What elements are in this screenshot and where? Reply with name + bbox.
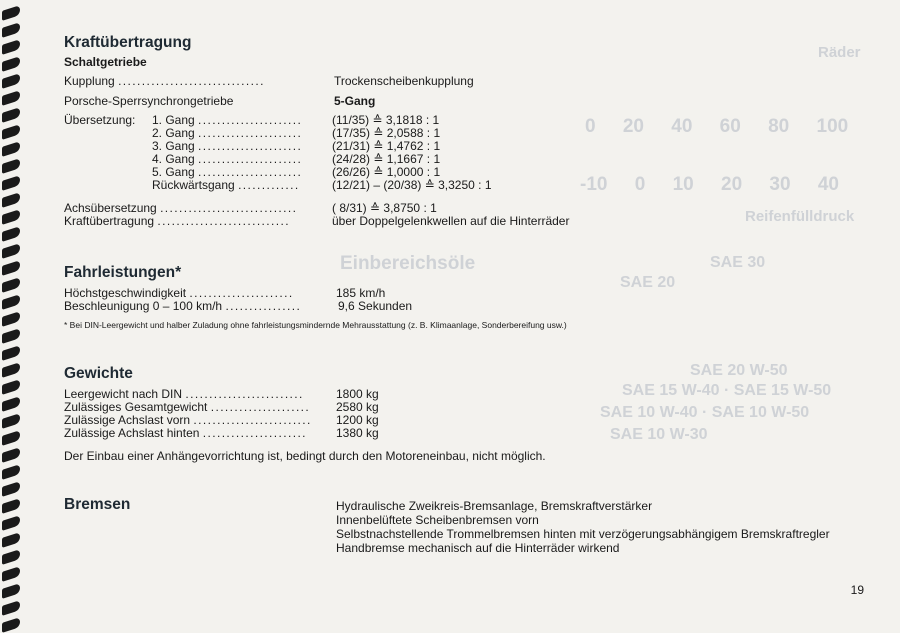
gear-label: 2. Gang [152, 126, 195, 140]
weight-value: 1200 kg [336, 413, 379, 427]
page-number: 19 [850, 583, 864, 597]
gear-label: Rückwärtsgang [152, 178, 235, 192]
leader-dots: ......................... [185, 387, 304, 401]
section-title-performance: Fahrleistungen* [64, 264, 182, 281]
showthrough-axis: 0 20 40 60 80 100 [585, 116, 849, 137]
binding-ring [2, 328, 20, 344]
leader-dots: ...................... [198, 126, 303, 140]
showthrough-label: SAE 10 W-40 · SAE 10 W-50 [600, 404, 810, 421]
binding-ring [2, 243, 20, 259]
binding-ring [2, 515, 20, 531]
row-label: Beschleunigung 0 – 100 km/h [64, 299, 223, 313]
binding-ring [2, 124, 20, 140]
binding-ring [2, 73, 20, 89]
row-clutch [64, 75, 265, 88]
section-title-drive: Kraftübertragung [64, 34, 192, 51]
binding-ring [2, 56, 20, 72]
binding-ring [2, 379, 20, 395]
binding-ring [2, 277, 20, 293]
weights-note: Der Einbau einer Anhängevorrichtung ist, bedingt durch den Motoreneinbau, nicht möglich. [64, 449, 546, 463]
showthrough-heading: Einbereichsöle [340, 253, 476, 274]
row-label: Höchstgeschwindigkeit [64, 286, 187, 300]
row-transmission [64, 215, 290, 228]
binding-ring [2, 583, 20, 599]
gear-value: (12/21) – (20/38) ≙ 3,3250 : 1 [332, 178, 492, 192]
binding-ring [2, 141, 20, 157]
binding-ring [2, 566, 20, 582]
row-top-speed-value: 185 km/h [336, 286, 386, 300]
leader-dots: ...................... [198, 113, 303, 127]
showthrough-label: SAE 30 [710, 254, 766, 271]
row-acceleration-value: 9,6 Sekunden [338, 299, 413, 313]
binding-ring [2, 532, 20, 548]
row-transmission-value: über Doppelgelenkwellen auf die Hinterräder [332, 214, 570, 228]
binding-ring [2, 481, 20, 497]
leader-dots: ............................ [157, 214, 290, 228]
leader-dots: ............. [238, 178, 300, 192]
gear-label: 3. Gang [152, 139, 195, 153]
gear-value: (21/31) ≙ 1,4762 : 1 [332, 139, 441, 153]
binding-ring [2, 175, 20, 191]
section-title-weights: Gewichte [64, 365, 133, 382]
gear-label: 5. Gang [152, 165, 195, 179]
row-label: Leergewicht nach DIN [64, 387, 183, 401]
binding-ring [2, 600, 20, 616]
binding-ring [2, 90, 20, 106]
binding-ring [2, 209, 20, 225]
showthrough-label: SAE 10 W-30 [610, 426, 708, 443]
showthrough-label: SAE 15 W-40 · SAE 15 W-50 [622, 382, 832, 399]
leader-dots: ......................... [193, 413, 312, 427]
showthrough-heading: Räder [818, 44, 861, 61]
row-label: Kupplung [64, 74, 115, 88]
brake-line: Selbstnachstellende Trommelbremsen hinten mit verzögerungsabhängigem Bremskraftregler [336, 527, 830, 541]
leader-dots: ...................... [198, 165, 303, 179]
binding-ring [2, 396, 20, 412]
row-sync-value: 5-Gang [334, 94, 376, 108]
row-label: Zulässige Achslast hinten [64, 426, 200, 440]
row-axle-value: ( 8/31) ≙ 3,8750 : 1 [332, 201, 437, 215]
showthrough-axis: -10 0 10 20 30 40 [580, 174, 839, 195]
row-acceleration [64, 300, 301, 313]
gear-value: (26/26) ≙ 1,0000 : 1 [332, 165, 441, 179]
gear-value: (11/35) ≙ 3,1818 : 1 [332, 113, 440, 127]
brake-line: Innenbelüftete Scheibenbremsen vorn [336, 513, 539, 527]
binding-ring [2, 549, 20, 565]
row-clutch-value: Trockenscheibenkupplung [334, 74, 474, 88]
leader-dots: ............................. [160, 201, 298, 215]
leader-dots: ................ [225, 299, 302, 313]
gear-value: (24/28) ≙ 1,1667 : 1 [332, 152, 441, 166]
binding-ring [2, 362, 20, 378]
weight-row [64, 427, 307, 440]
gear-label: 4. Gang [152, 152, 195, 166]
row-sync-label: Porsche-Sperrsynchrongetriebe [64, 94, 234, 108]
showthrough-heading: Reifenfülldruck [745, 208, 855, 225]
row-label: Zulässiges Gesamtgewicht [64, 400, 208, 414]
leader-dots: ...................... [189, 286, 294, 300]
performance-footnote: * Bei DIN-Leergewicht und halber Zuladung ohne fahrleistungsmindernde Mehrausstattung (z. B. Klimaanlage, Sonderbereifung usw.) [64, 320, 567, 330]
binding-ring [2, 447, 20, 463]
spiral-binding [0, 0, 30, 631]
binding-ring [2, 294, 20, 310]
binding-ring [2, 107, 20, 123]
weight-value: 1380 kg [336, 426, 379, 440]
gear-row [152, 179, 300, 192]
brake-line: Hydraulische Zweikreis-Bremsanlage, Bremskraftverstärker [336, 499, 653, 513]
binding-ring [2, 158, 20, 174]
binding-ring [2, 192, 20, 208]
showthrough-label: SAE 20 [620, 274, 676, 291]
row-label: Zulässige Achslast vorn [64, 413, 191, 427]
showthrough-label: SAE 20 W-50 [690, 362, 788, 379]
row-label: Kraftübertragung [64, 214, 155, 228]
leader-dots: ...................... [198, 139, 303, 153]
binding-ring [2, 226, 20, 242]
leader-dots: ...................... [202, 426, 307, 440]
section-title-brakes: Bremsen [64, 496, 131, 513]
leader-dots: ............................... [118, 74, 265, 88]
leader-dots: ..................... [210, 400, 311, 414]
binding-ring [2, 311, 20, 327]
weight-value: 1800 kg [336, 387, 379, 401]
row-label: Achsübersetzung [64, 201, 157, 215]
binding-ring [2, 498, 20, 514]
brake-line: Handbremse mechanisch auf die Hinterräder wirkend [336, 541, 620, 555]
binding-ring [2, 260, 20, 276]
binding-ring [2, 430, 20, 446]
leader-dots: ...................... [198, 152, 303, 166]
binding-ring [2, 22, 20, 38]
binding-ring [2, 39, 20, 55]
binding-ring [2, 413, 20, 429]
binding-ring [2, 5, 20, 21]
ratio-label: Übersetzung: [64, 113, 136, 127]
gear-value: (17/35) ≙ 2,0588 : 1 [332, 126, 441, 140]
binding-ring [2, 345, 20, 361]
weight-value: 2580 kg [336, 400, 379, 414]
subtitle-gearbox: Schaltgetriebe [64, 55, 147, 69]
gear-label: 1. Gang [152, 113, 195, 127]
binding-ring [2, 464, 20, 480]
